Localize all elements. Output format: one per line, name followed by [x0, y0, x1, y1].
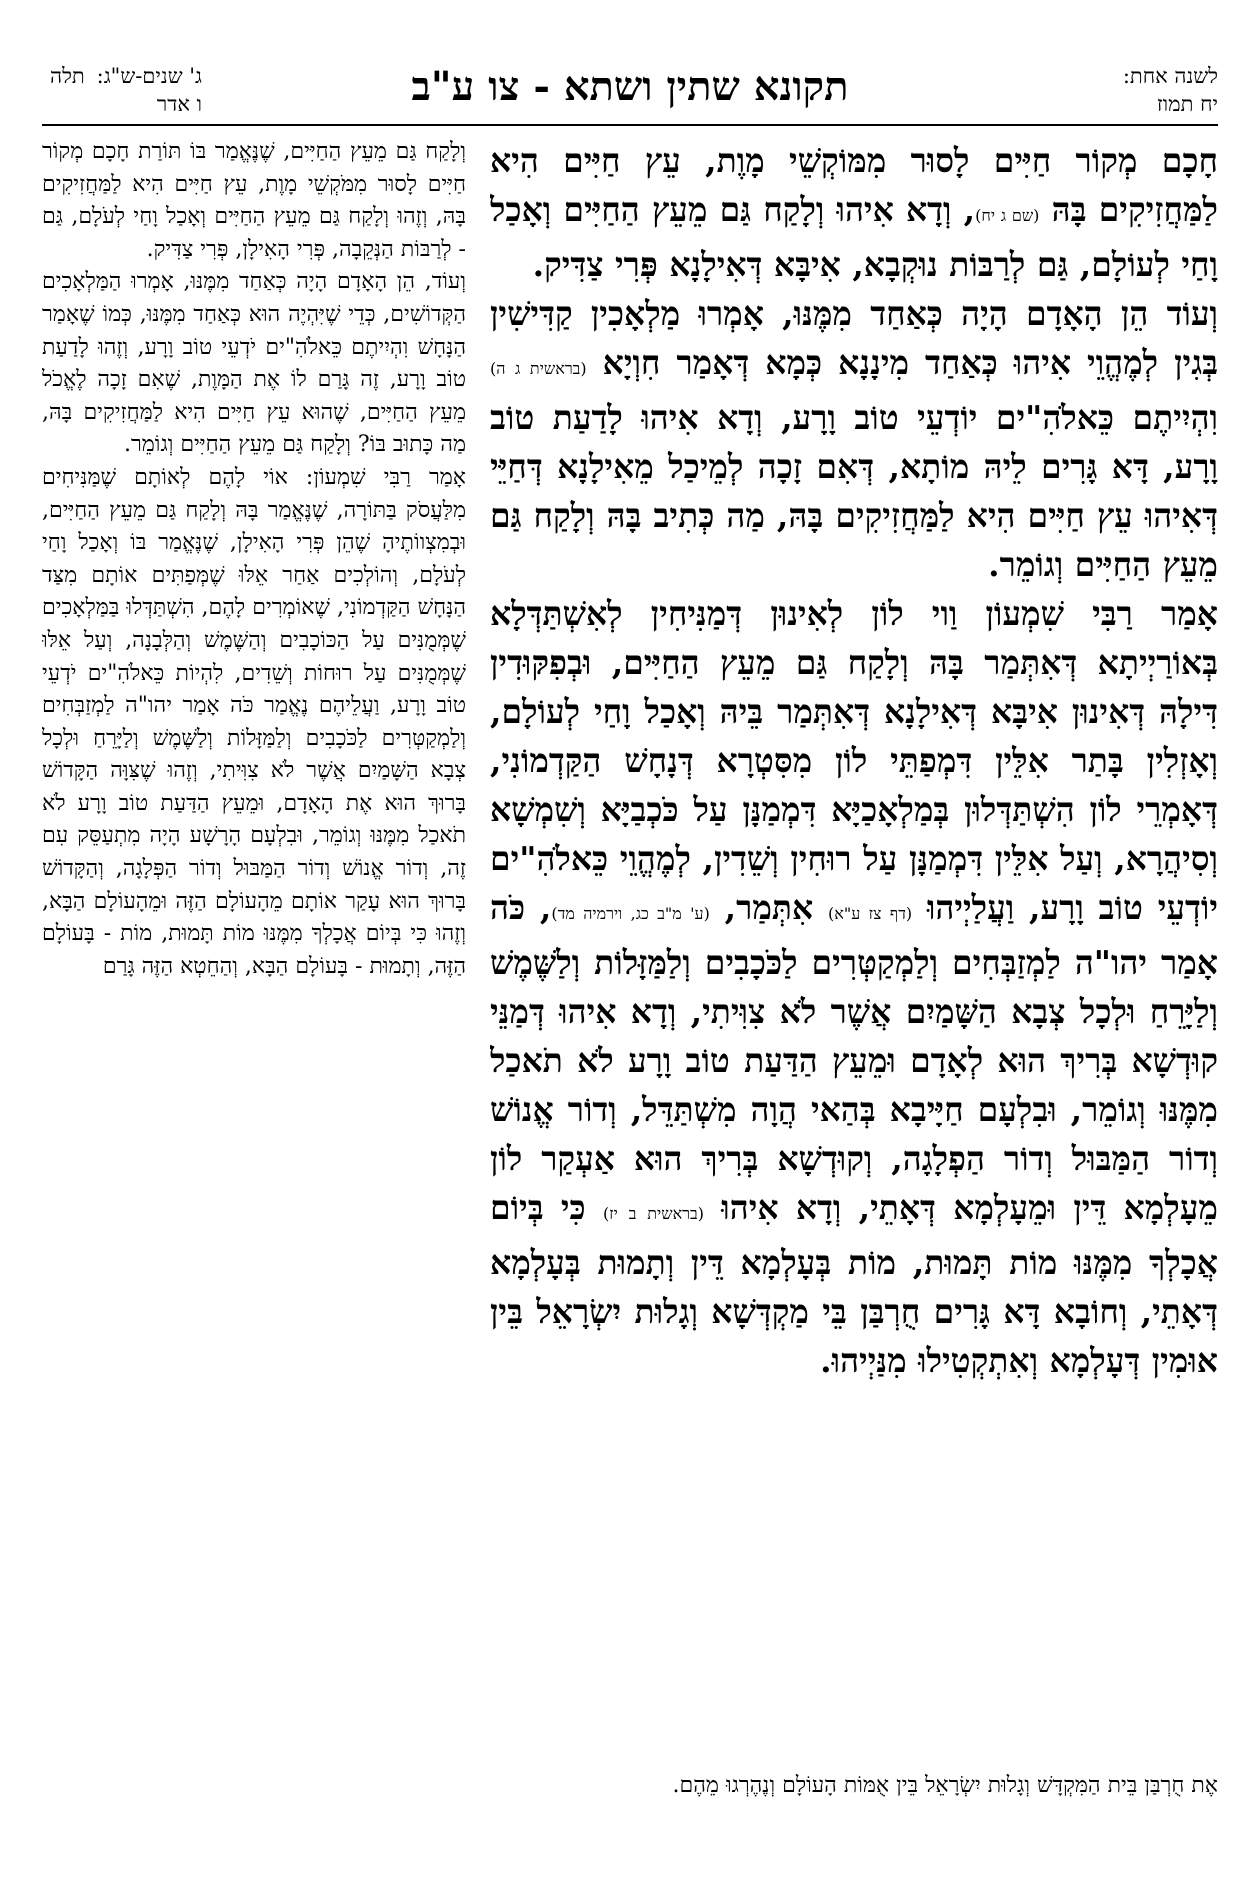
main-p1-text-a: חָכָם מְקוֹר חַיִּים לָסוּר מִמּוֹקְשֵׁי מָוֶת, עֵץ חַיִּים הִיא לַמַּחֲזִיקִים בָּהּ — [490, 141, 1218, 229]
folio-number: תלה — [50, 64, 85, 88]
main-p2-text-b: וִהְיִיתֶם כֵּאלֹהִ"ים יוֹדְעֵי טוֹב וָרָע, וְדָא אִיהוּ לָדַעַת טוֹב וָרָע, דָּא גָּרִים לֵיהּ מוֹתָא, דְּאִם זָכָה לְמֵיכַל מֵאִילָנָא דְּחַיֵּי דְּאִיהוּ עֵץ חַיִּים הִיא לַמַּחֲזִיקִים בָּהּ, מַה כְּתִיב בָּהּ וְלָקַח גַּם מֵעֵץ הַחַיִּים וְגוֹמֵר. — [490, 398, 1218, 584]
translation-column — [42, 136, 466, 1761]
translation-paragraph-1: וְלָקַח גַּם מֵעֵץ הַחַיִּים, שֶׁנֶּאֱמַר בּוֹ תּוֹרַת חָכָם מְקוֹר חַיִּים לָסוּר מִמֹּקְשֵׁי מָוֶת, עֵץ חַיִּים הִיא לַמַּחֲזִיקִים בָּהּ, וְזֶהוּ וְלָקַח גַּם מֵעֵץ הַחַיִּים וְאָכַל וָחַי לְעֹלָם, גַּם - לְרַבּוֹת הַנְּקֵבָה, פְּרִי הָאִילָן, פְּרִי צַדִּיק. — [42, 139, 466, 262]
schedule-date: יח תמוז — [1156, 92, 1218, 116]
main-p3-text-b: אִתְּמַר, — [724, 888, 814, 927]
schedule-label: לשנה אחת: — [1122, 64, 1218, 88]
translation-paragraph-3: אָמַר רַבִּי שִׁמְעוֹן: אוֹי לָהֶם לְאוֹתָם שֶׁמַּנִּיחִים מִלַּעֲסֹק בַּתּוֹרָה, שֶׁנֶּאֱמַר בָּהּ וְלָקַח גַּם מֵעֵץ הַחַיִּים, וּבְמִצְווֹתֶיהָ שֶׁהֵן פְּרִי הָאִילָן, שֶׁנֶּאֱמַר בּוֹ וְאָכַל וָחַי לְעֹלָם, וְהוֹלְכִים אַחַר אֵלּוּ שֶׁמְּפַתִּים אוֹתָם מִצַּד הַנָּחָשׁ הַקַּדְמוֹנִי, שֶׁאוֹמְרִים לָהֶם, הִשְׁתַּדְּלוּ בַּמַּלְאָכִים שֶׁמְּמֻנִּים עַל הַכּוֹכָבִים וְהַשֶּׁמֶשׁ וְהַלְּבָנָה, וְעַל אֵלּוּ שֶׁמְּמֻנִּים עַל רוּחוֹת וְשֵׁדִים, לִהְיוֹת כֵּאלֹהִ"ים יֹדְעֵי טוֹב וָרָע, וַעֲלֵיהֶם נֶאֱמַר כֹּה אָמַר יהו"ה לַמְזַבְּחִים וְלַמְקַטְּרִים לַכֹּכָבִים וְלַמַּזָּלוֹת וְלַשֶּׁמֶשׁ וְלַיָּרֵחַ וּלְכָל צְבָא הַשָּׁמַיִם אֲשֶׁר לֹא צִוִּיתִי, וְזֶהוּ שֶׁצִּוָּה הַקָּדוֹשׁ בָּרוּךְ הוּא אֶת הָאָדָם, וּמֵעֵץ הַדַּעַת טוֹב וָרָע לֹא תֹאכַל מִמֶּנּוּ וְגוֹמֵר, וּבִלְעָם הָרָשָׁע הָיָה מִתְעַסֵּק עִם זֶה, וְדוֹר אֱנוֹשׁ וְדוֹר הַמַּבּוּל וְדוֹר הַפְּלָגָה, וְהַקָּדוֹשׁ בָּרוּךְ הוּא עָקַר אוֹתָם מֵהָעוֹלָם הַזֶּה וּמֵהָעוֹלָם הַבָּא, וְזֶהוּ כִּי בְּיוֹם אֲכָלְךָ מִמֶּנּוּ מוֹת תָּמוּת, מוֹת - בָּעוֹלָם הַזֶּה, וְתָמוּת - בָּעוֹלָם הַבָּא, וְהַחֵטְא הַזֶּה גָּרַם — [42, 464, 466, 979]
main-paragraph-2 — [490, 289, 1218, 589]
translation-continuation-line: אֶת חֻרְבַּן בֵּית הַמִּקְדָּשׁ וְגָלוּת יִשְׂרָאֵל בֵּין אֻמּוֹת הָעוֹלָם וְנֶהֶרְגוּ מֵהֶם. — [672, 1773, 1218, 1798]
page-title: תקונא שתין ושתא - צו ע"ב — [411, 63, 849, 110]
main-p3-text-c: , כֹּה אָמַר יהו"ה לַמְזַבְּחִים וְלַמְקַטְּרִים לַכֹּכָבִים וְלַמַּזָּלוֹת וְלַשֶּׁמֶשׁ וְלַיָּרֵחַ וּלְכָל צְבָא הַשָּׁמַיִם אֲשֶׁר לֹא צִוִּיתִי, וְדָא אִיהוּ דְּמַנֵּי קוּדְשָׁא בְּרִיךְ הוּא לְאָדָם וּמֵעֵץ הַדַּעַת טוֹב וָרָע לֹא תֹאכַל מִמֶּנּוּ וְגוֹמֵר, וּבִלְעָם חַיָּיבָא בְּהַאי הֲוָה מִשְׁתַּדֵּל, וְדוֹר אֱנוֹשׁ וְדוֹר הַמַּבּוּל וְדוֹר הַפְלָגָה, וְקוּדְשָׁא בְּרִיךְ הוּא אַעְקַר לוֹן מֵעָלְמָא דֵּין וּמֵעָלְמָא דְּאָתֵי, וְדָא אִיהוּ — [490, 888, 1218, 1227]
main-paragraph-3 — [490, 589, 1218, 1385]
main-text-column — [490, 136, 1218, 1761]
main-p3-text-a: אָמַר רַבִּי שִׁמְעוֹן וַוי לוֹן לְאִינוּן דְּמַנִּיחִין לְאִשְׁתַּדְּלָא בְּאוֹרַיְיתָא דְּאִתְּמַר בָּהּ וְלָקַח גַּם מֵעֵץ הַחַיִּים, וּבְפִקּוּדִין דִּילָהּ דְּאִינוּן אִיבָּא דְּאִילָנָא דְּאִתְּמַר בֵּיהּ וְאָכַל וָחַי לְעוֹלָם, וְאָזְלִין בָּתַר אִלֵּין דִּמְפַתֵּי לוֹן מִסִּטְרָא דְּנָחָשׁ הַקַּדְמוֹנִי, דְּאָמְרֵי לוֹן הִשְׁתַּדְּלוּן בְּמַלְאָכַיָּא דִּמְמַנָּן עַל כֹּכְבַיָּא וְשִׁמְשָׁא וְסִיהֲרָא, וְעַל אִלֵּין דִּמְמַנָּן עַל רוּחִין וְשֵׁדִין, לְמֶהֱוֵי כֵּאלֹהִ"ים יוֹדְעֵי טוֹב וָרָע, וַעֲלַיְיהוּ — [490, 594, 1218, 927]
schedule-three-year-date: ו אדר — [156, 92, 202, 116]
main-p3-reference-1: (דף צז ע"א) — [828, 904, 913, 923]
main-p3-reference-2: (ע' מ"ב כג, וירמיה מד) — [551, 904, 710, 923]
translation-paragraph-2: וְעוֹד, הֵן הָאָדָם הָיָה כְּאַחַד מִמֶּנּוּ, אָמְרוּ הַמַּלְאָכִים הַקְּדוֹשִׁים, כְּדֵי שֶׁיִּהְיֶה הוּא כְּאַחַד מִמֶּנּוּ, כְּמוֹ שֶׁאָמַר הַנָּחָשׁ וִהְיִיתֶם כֵּאלֹהִ"ים יֹדְעֵי טוֹב וָרָע, וְזֶהוּ לָדַעַת טוֹב וָרָע, זֶה גָּרַם לוֹ אֶת הַמָּוֶת, שֶׁאִם זָכָה לֶאֱכֹל מֵעֵץ הַחַיִּים, שֶׁהוּא עֵץ חַיִּים הִיא לַמַּחֲזִיקִים בָּהּ, מַה כָּתוּב בּוֹ? וְלָקַח גַּם מֵעֵץ הַחַיִּים וְגוֹמֵר. — [42, 269, 466, 458]
main-p1-text-b: , וְדָא אִיהוּ וְלָקַח גַּם מֵעֵץ הַחַיִּים וְאָכַל וָחַי לְעוֹלָם, גַּם לְרַבּוֹת נוּקְבָא, אִיבָּא דְּאִילָנָא פְּרִי צַדִּיק. — [490, 190, 1218, 284]
main-p3-reference-3: (בראשית ב יז) — [602, 1204, 704, 1223]
main-p3-text-d: כִּי בְּיוֹם אֲכָלְךָ מִמֶּנּוּ מוֹת תָּמוּת, מוֹת בְּעָלְמָא דֵּין וְתָמוּת בְּעָלְמָא דְּאָתֵי, וְחוֹבָא דָּא גָּרִים חֻרְבַּן בֵּי מַקְדְּשָׁא וְגָלוּת יִשְׂרָאֵל בֵּין אוּמִין דְּעָלְמָא וְאִתְקְטִילוּ מִנַּיְיהוּ. — [490, 1188, 1218, 1380]
schedule-three-year-label: ג' שנים-ש"ג: — [96, 64, 202, 88]
page-header — [42, 62, 1218, 126]
main-paragraph-1 — [490, 136, 1218, 289]
study-schedule-three-year — [97, 62, 202, 118]
main-p2-text-a: וְעוֹד הֵן הָאָדָם הָיָה כְּאַחַד מִמֶּנּוּ, אָמְרוּ מַלְאָכִין קַדִּישִׁין בְּגִין לְמֶהֱוֵי אִיהוּ כְּאַחַד מִינָנָא כְּמָא דְּאָמַר חִוְיָא — [490, 294, 1218, 382]
main-p1-reference: (שם ג יח) — [975, 206, 1040, 225]
main-p2-reference: (בראשית ג ה) — [490, 359, 587, 378]
